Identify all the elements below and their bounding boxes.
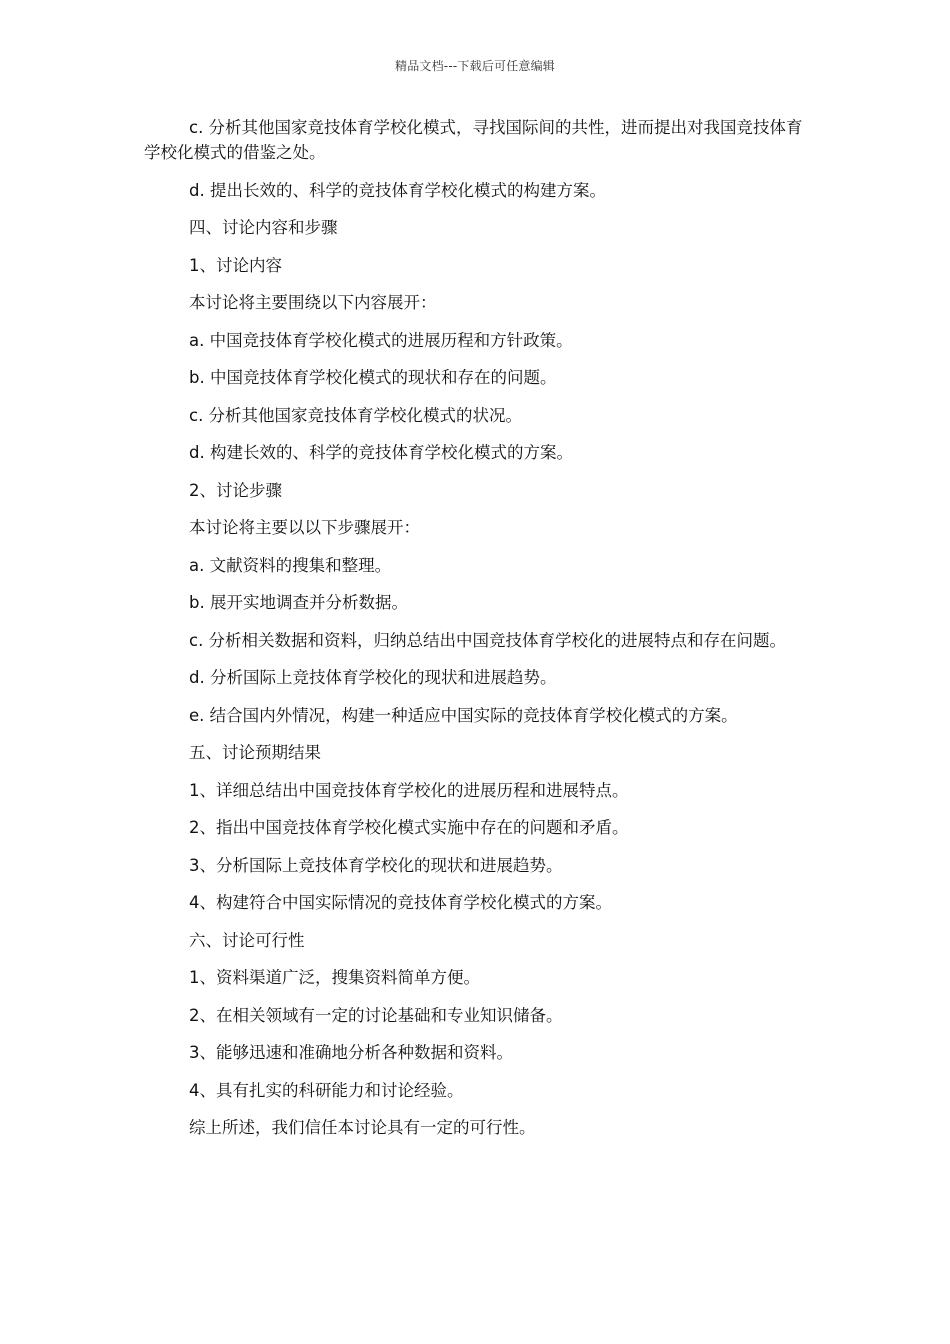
list-item-content-c: c. 分析其他国家竞技体育学校化模式的状况。: [189, 405, 523, 425]
section-heading-content-steps: 四、讨论内容和步骤: [189, 218, 338, 237]
section-heading-feasibility: 六、讨论可行性: [189, 930, 305, 950]
list-item-steps-a: a. 文献资料的搜集和整理。: [189, 555, 392, 575]
section-heading-expected-results: 五、讨论预期结果: [189, 743, 321, 762]
page-header: 精品文档---下载后可任意编辑: [395, 59, 555, 73]
list-item-results-4: 4、构建符合中国实际情况的竞技体育学校化模式的方案。: [189, 893, 612, 912]
paragraph-content-intro: 本讨论将主要围绕以下内容展开：: [189, 293, 437, 312]
list-item-feasibility-2: 2、在相关领域有一定的讨论基础和专业知识储备。: [189, 1005, 563, 1025]
list-item-content-d: d. 构建长效的、科学的竞技体育学校化模式的方案。: [189, 443, 573, 462]
subheading-steps: 2、讨论步骤: [189, 480, 282, 500]
paragraph-steps-intro: 本讨论将主要以以下步骤展开：: [189, 518, 420, 537]
paragraph-objective-c: c. 分析其他国家竞技体育学校化模式，寻找国际间的共性，进而提出对我国竞技体育学校化模式的借鉴之处。: [144, 118, 803, 162]
list-item-steps-c: c. 分析相关数据和资料，归纳总结出中国竞技体育学校化的进展特点和存在问题。: [189, 630, 787, 650]
list-item-content-a: a. 中国竞技体育学校化模式的进展历程和方针政策。: [189, 330, 573, 350]
document-body: [144, 115, 810, 1153]
list-item-feasibility-1: 1、资料渠道广泛，搜集资料简单方便。: [189, 968, 480, 987]
list-item-steps-e: e. 结合国内外情况，构建一种适应中国实际的竞技体育学校化模式的方案。: [189, 705, 738, 725]
list-item-results-3: 3、分析国际上竞技体育学校化的现状和进展趋势。: [189, 855, 563, 875]
list-item-results-2: 2、指出中国竞技体育学校化模式实施中存在的问题和矛盾。: [189, 818, 629, 837]
list-item-feasibility-3: 3、能够迅速和准确地分析各种数据和资料。: [189, 1043, 513, 1062]
paragraph-objective-d: d. 提出长效的、科学的竞技体育学校化模式的构建方案。: [189, 180, 606, 200]
paragraph-conclusion: 综上所述，我们信任本讨论具有一定的可行性。: [189, 1118, 536, 1137]
list-item-results-1: 1、详细总结出中国竞技体育学校化的进展历程和进展特点。: [189, 780, 629, 800]
list-item-content-b: b. 中国竞技体育学校化模式的现状和存在的问题。: [189, 368, 557, 387]
list-item-steps-d: d. 分析国际上竞技体育学校化的现状和进展趋势。: [189, 668, 557, 687]
list-item-feasibility-4: 4、具有扎实的科研能力和讨论经验。: [189, 1080, 464, 1100]
subheading-content: 1、讨论内容: [189, 255, 282, 275]
list-item-steps-b: b. 展开实地调查并分析数据。: [189, 593, 408, 612]
